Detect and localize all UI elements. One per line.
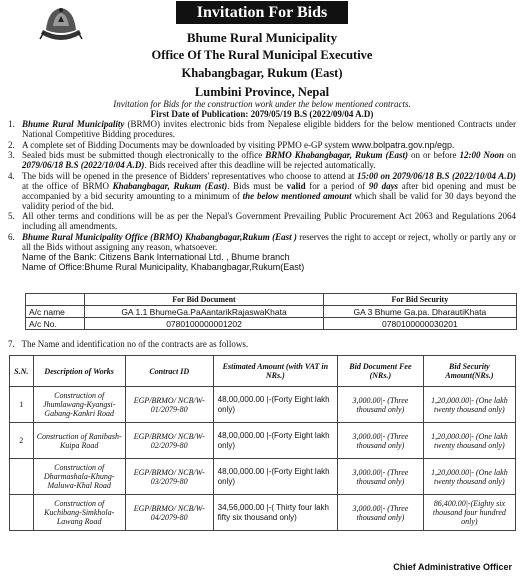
- province-name: Lumbini Province, Nepal: [194, 85, 330, 99]
- col-description: Description of Works: [33, 356, 125, 387]
- office-name: Office Of The Rural Municipal Executive: [151, 48, 373, 62]
- cell-sec: 1,20,000.00|- (One lakh twenty thousand only): [423, 423, 515, 459]
- col-contract-id: Contract ID: [125, 356, 213, 387]
- cell-amt: 48,00,000.00 |-(Forty Eight lakh only): [213, 423, 337, 459]
- notice-banner: Invitation For Bids: [176, 1, 348, 24]
- cell-sn: [10, 459, 34, 495]
- contracts-table: [9, 355, 516, 531]
- cell-id: EGP/BRMO/ NCB/W-01/2079-80: [125, 387, 213, 423]
- cell-sec: 1,20,000.00|- (One lakh twenty thousand only): [423, 387, 515, 423]
- bank-line: Name of the Bank: Citizens Bank International Ltd. , Bhume branch: [22, 252, 290, 262]
- bank-account-table: [25, 293, 517, 330]
- col-fee: Bid Document Fee (NRs.): [338, 356, 424, 387]
- cell-amt: 48,00,000.00 |-(Forty Eight lakh only): [213, 459, 337, 495]
- bank-cell-sec: GA 3 Bhume Ga.pa. DharautiKhata: [323, 306, 516, 318]
- bank-head-security: For Bid Security: [323, 294, 516, 306]
- table-row: [10, 423, 516, 459]
- cell-desc: Construction of Kuchibang-Simkhola-Lawang Road: [33, 495, 125, 531]
- bank-row: [26, 318, 517, 330]
- cell-fee: 3,000.00|- (Three thousand only): [338, 423, 424, 459]
- col-amount: Estimated Amount (with VAT in NRs.): [213, 356, 337, 387]
- clause-item: 4. The bids will be opened in the presence of Bidders' representatives who choose to attend at 15:00 on 2079/06/18 B.S (2022/10/04 A.D) at the office of BRMO Khabangbagar, Rukum (East). Bids must be valid for a period of 90 days after bid opening and must be accompanied by a bid security amounting to a minimum of the below mentioned amount which shall be valid for 30 days beyond the validity period of the bid.: [8, 170, 517, 211]
- bank-cell-doc: 0780100000001202: [85, 318, 323, 330]
- bank-head-document: For Bid Document: [85, 294, 323, 306]
- cell-fee: 3,000.00|- (Three thousand only): [338, 495, 424, 531]
- cell-desc: Construction of Ranibash-Kuipa Road: [33, 423, 125, 459]
- cell-fee: 3,000.00|- (Three thousand only): [338, 459, 424, 495]
- signoff: Chief Administrative Officer: [393, 562, 512, 572]
- intro-text: Invitation for Bids for the construction work under the below mentioned contracts.: [113, 99, 411, 109]
- clause-item: 5. All other terms and conditions will be as per the Nepal's Government Prevailing Public Procurement Act 2063 and Regulations 2064 including all amendments.: [8, 211, 516, 231]
- bank-cell-doc: GA 1.1 BhumeGa.PaAantarikRajaswaKhata: [85, 306, 323, 318]
- col-security: Bid Security Amount(NRs.): [423, 356, 515, 387]
- bank-cell-label: A/c name: [26, 306, 85, 318]
- col-sn: S.N.: [10, 356, 34, 387]
- clause-item: 3. Sealed bids must be submitted though electronically to the office BRMO Khabangbagar, Rukum (East) on or before 12:00 Noon on 2079/06/18 B.S (2022/10/04 A.D). Bids received after this deadline will be rejected automatically.: [8, 150, 516, 170]
- cell-desc: Construction of Dharmashala-Khung-Maluwa-Khal Road: [33, 459, 125, 495]
- cell-fee: 3,000.00|- (Three thousand only): [338, 387, 424, 423]
- clause-item: 6. Bhume Rural Municipality Office (BRMO) Khabangbagar,Rukum (East ) reserves the right to accept or reject, wholly or partly any or all the Bids without assigning any reason, whatsoever.: [8, 231, 516, 252]
- clause-item: 1. Bhume Rural Municipality (BRMO) invites electronic bids from Nepalese eligible bidders for the below mentioned Contracts under National Competitive Bidding procedures.: [8, 119, 517, 139]
- organization-name: Bhume Rural Municipality: [186, 30, 338, 45]
- table-row: [10, 495, 516, 531]
- publication-date: First Date of Publication: 2079/05/19 B.S (2022/09/04 A.D): [150, 109, 374, 119]
- table-row: [10, 459, 516, 495]
- cell-sn: [10, 495, 34, 531]
- cell-sn: 2: [10, 423, 34, 459]
- cell-id: EGP/BRMO/ NCB/W-02/2079-80: [125, 423, 213, 459]
- cell-id: EGP/BRMO/ NCB/W-03/2079-80: [125, 459, 213, 495]
- office-line: Name of Office:Bhume Rural Municipality, Khabangbagar,Rukum(East): [22, 262, 305, 272]
- cell-id: EGP/BRMO/ NCB/W-04/2079-80: [125, 495, 213, 531]
- bank-cell-label: A/c No.: [26, 318, 85, 330]
- clause-item: 2. A complete set of Bidding Documents may be downloaded by visiting PPMO e-GP system www.bolpatra.gov.np/egp.: [8, 139, 455, 150]
- cell-amt: 34,56,000.00 |-( Thirty four lakh fifty six thousand only): [213, 495, 337, 531]
- bank-row: [26, 306, 517, 318]
- bank-cell-sec: 0780100000030201: [323, 318, 516, 330]
- cell-sn: 1: [10, 387, 34, 423]
- cell-sec: 86,400.00|-(Eighty six thousand four hundred only): [423, 495, 515, 531]
- table-row: [10, 387, 516, 423]
- office-address: Khabangbagar, Rukum (East): [181, 66, 343, 80]
- cell-sec: 1,20,000.00|- (One lakh twenty thousand only): [423, 459, 515, 495]
- cell-amt: 48,00,000.00 |-(Forty Eight lakh only): [213, 387, 337, 423]
- clauses-list: [8, 119, 516, 272]
- cell-desc: Construction of Jhumlawang-Kyangsi-Gabang-Kankri Road: [33, 387, 125, 423]
- note-7: 7. The Name and identification no of the contracts are as follows.: [8, 339, 249, 349]
